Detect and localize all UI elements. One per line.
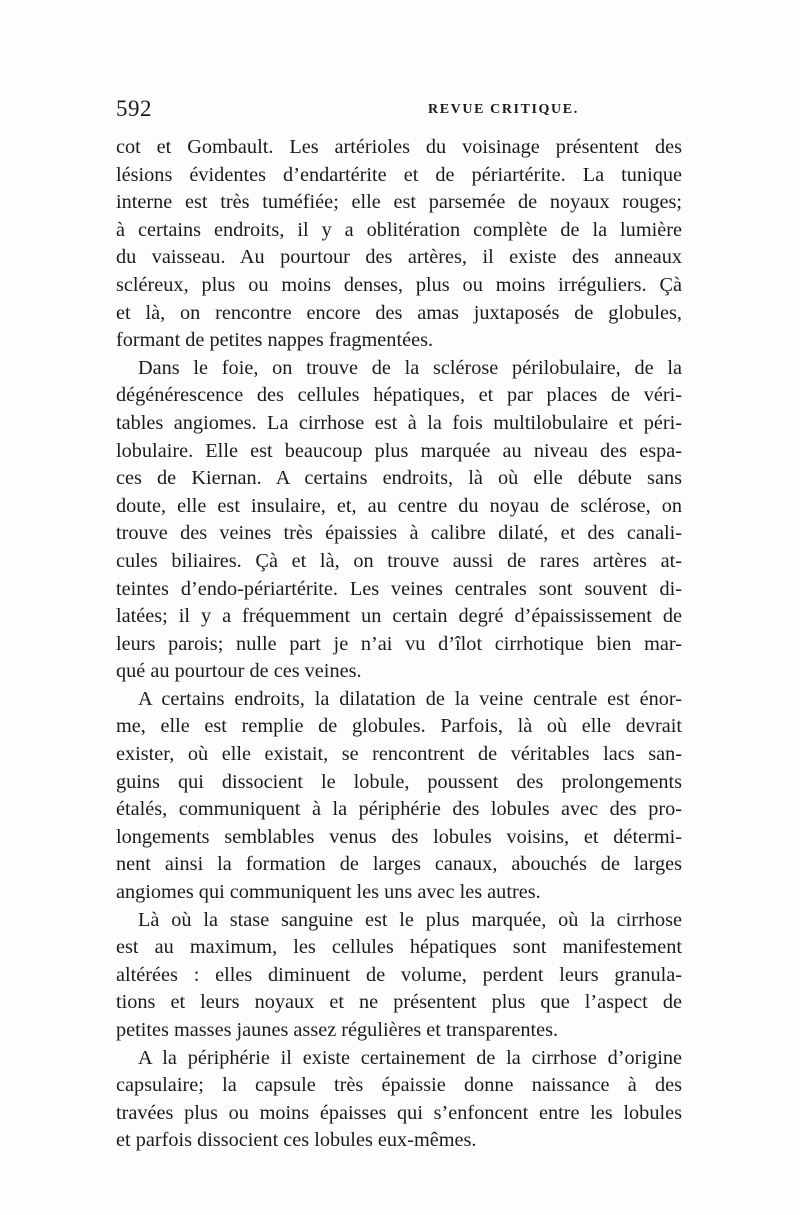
text-line: me, elle est remplie de globules. Parfois, là où elle devrait [116,715,682,738]
text-line: doute, elle est insulaire, et, au centre du noyau de sclérose, on [116,494,682,517]
text-line: teintes d’endo-périartérite. Les veines centrales sont souvent di- [116,577,682,600]
text-line: leurs parois; nulle part je n’ai vu d’îlot cirrhotique bien mar- [116,632,682,655]
text-line: tables angiomes. La cirrhose est à la fois multilobulaire et péri- [116,411,682,434]
page-number: 592 [116,96,152,121]
text-line: petites masses jaunes assez régulières et transparentes. [116,1019,559,1041]
text-line: A la périphérie il existe certainement de la cirrhose d’origine [138,1046,682,1069]
text-line: et là, on rencontre encore des amas juxtaposés de globules, [116,301,682,324]
text-line: est au maximum, les cellules hépatiques sont manifestement [116,936,682,959]
text-line: Là où la stase sanguine est le plus marquée, où la cirrhose [138,908,682,931]
page-header [116,96,680,126]
running-title: REVUE CRITIQUE. [428,102,579,117]
text-line: guins qui dissocient le lobule, poussent des prolongements [116,770,682,793]
text-line: dégénérescence des cellules hépatiques, et par places de véri- [116,384,682,407]
text-line: trouve des veines très épaissies à calibre dilaté, et des canali- [116,522,682,545]
text-line: longements semblables venus des lobules voisins, et détermi- [116,825,682,848]
text-line: altérées : elles diminuent de volume, perdent leurs granula- [116,963,682,986]
text-line: angiomes qui communiquent les uns avec les autres. [116,881,541,904]
text-line: lobulaire. Elle est beaucoup plus marquée au niveau des espa- [116,439,682,462]
text-line: étalés, communiquent à la périphérie des lobules avec des pro- [116,798,682,821]
text-line: ces de Kiernan. A certains endroits, là où elle débute sans [116,467,682,490]
text-line: cules biliaires. Çà et là, on trouve aussi de rares artères at- [116,549,682,572]
text-line: lésions évidentes d’endartérite et de périartérite. La tunique [116,163,682,186]
text-line: formant de petites nappes fragmentées. [116,329,434,352]
text-line: nent ainsi la formation de larges canaux, abouchés de larges [116,853,682,876]
text-line: Dans le foie, on trouve de la sclérose périlobulaire, de la [138,356,682,379]
text-line: tions et leurs noyaux et ne présentent plus que l’aspect de [116,991,682,1014]
text-line: qué au pourtour de ces veines. [116,660,362,683]
text-line: latées; il y a fréquemment un certain degré d’épaississement de [116,605,682,628]
text-line: exister, où elle existait, se rencontrent de véritables lacs san- [116,743,682,766]
text-line: scléreux, plus ou moins denses, plus ou moins irréguliers. Çà [116,273,682,296]
text-line: capsulaire; la capsule très épaissie donne naissance à des [116,1074,682,1097]
text-line: travées plus ou moins épaisses qui s’enfoncent entre les lobules [116,1101,682,1124]
body-text [116,134,682,1155]
text-line: A certains endroits, la dilatation de la veine centrale est énor- [138,687,682,710]
text-line: interne est très tuméfiée; elle est parsemée de noyaux rouges; [116,191,682,214]
text-line: et parfois dissocient ces lobules eux-mêmes. [116,1129,477,1152]
text-line: cot et Gombault. Les artérioles du voisinage présentent des [116,136,682,158]
text-line: à certains endroits, il y a oblitération complète de la lumière [116,218,682,241]
text-line: du vaisseau. Au pourtour des artères, il existe des anneaux [116,246,682,269]
